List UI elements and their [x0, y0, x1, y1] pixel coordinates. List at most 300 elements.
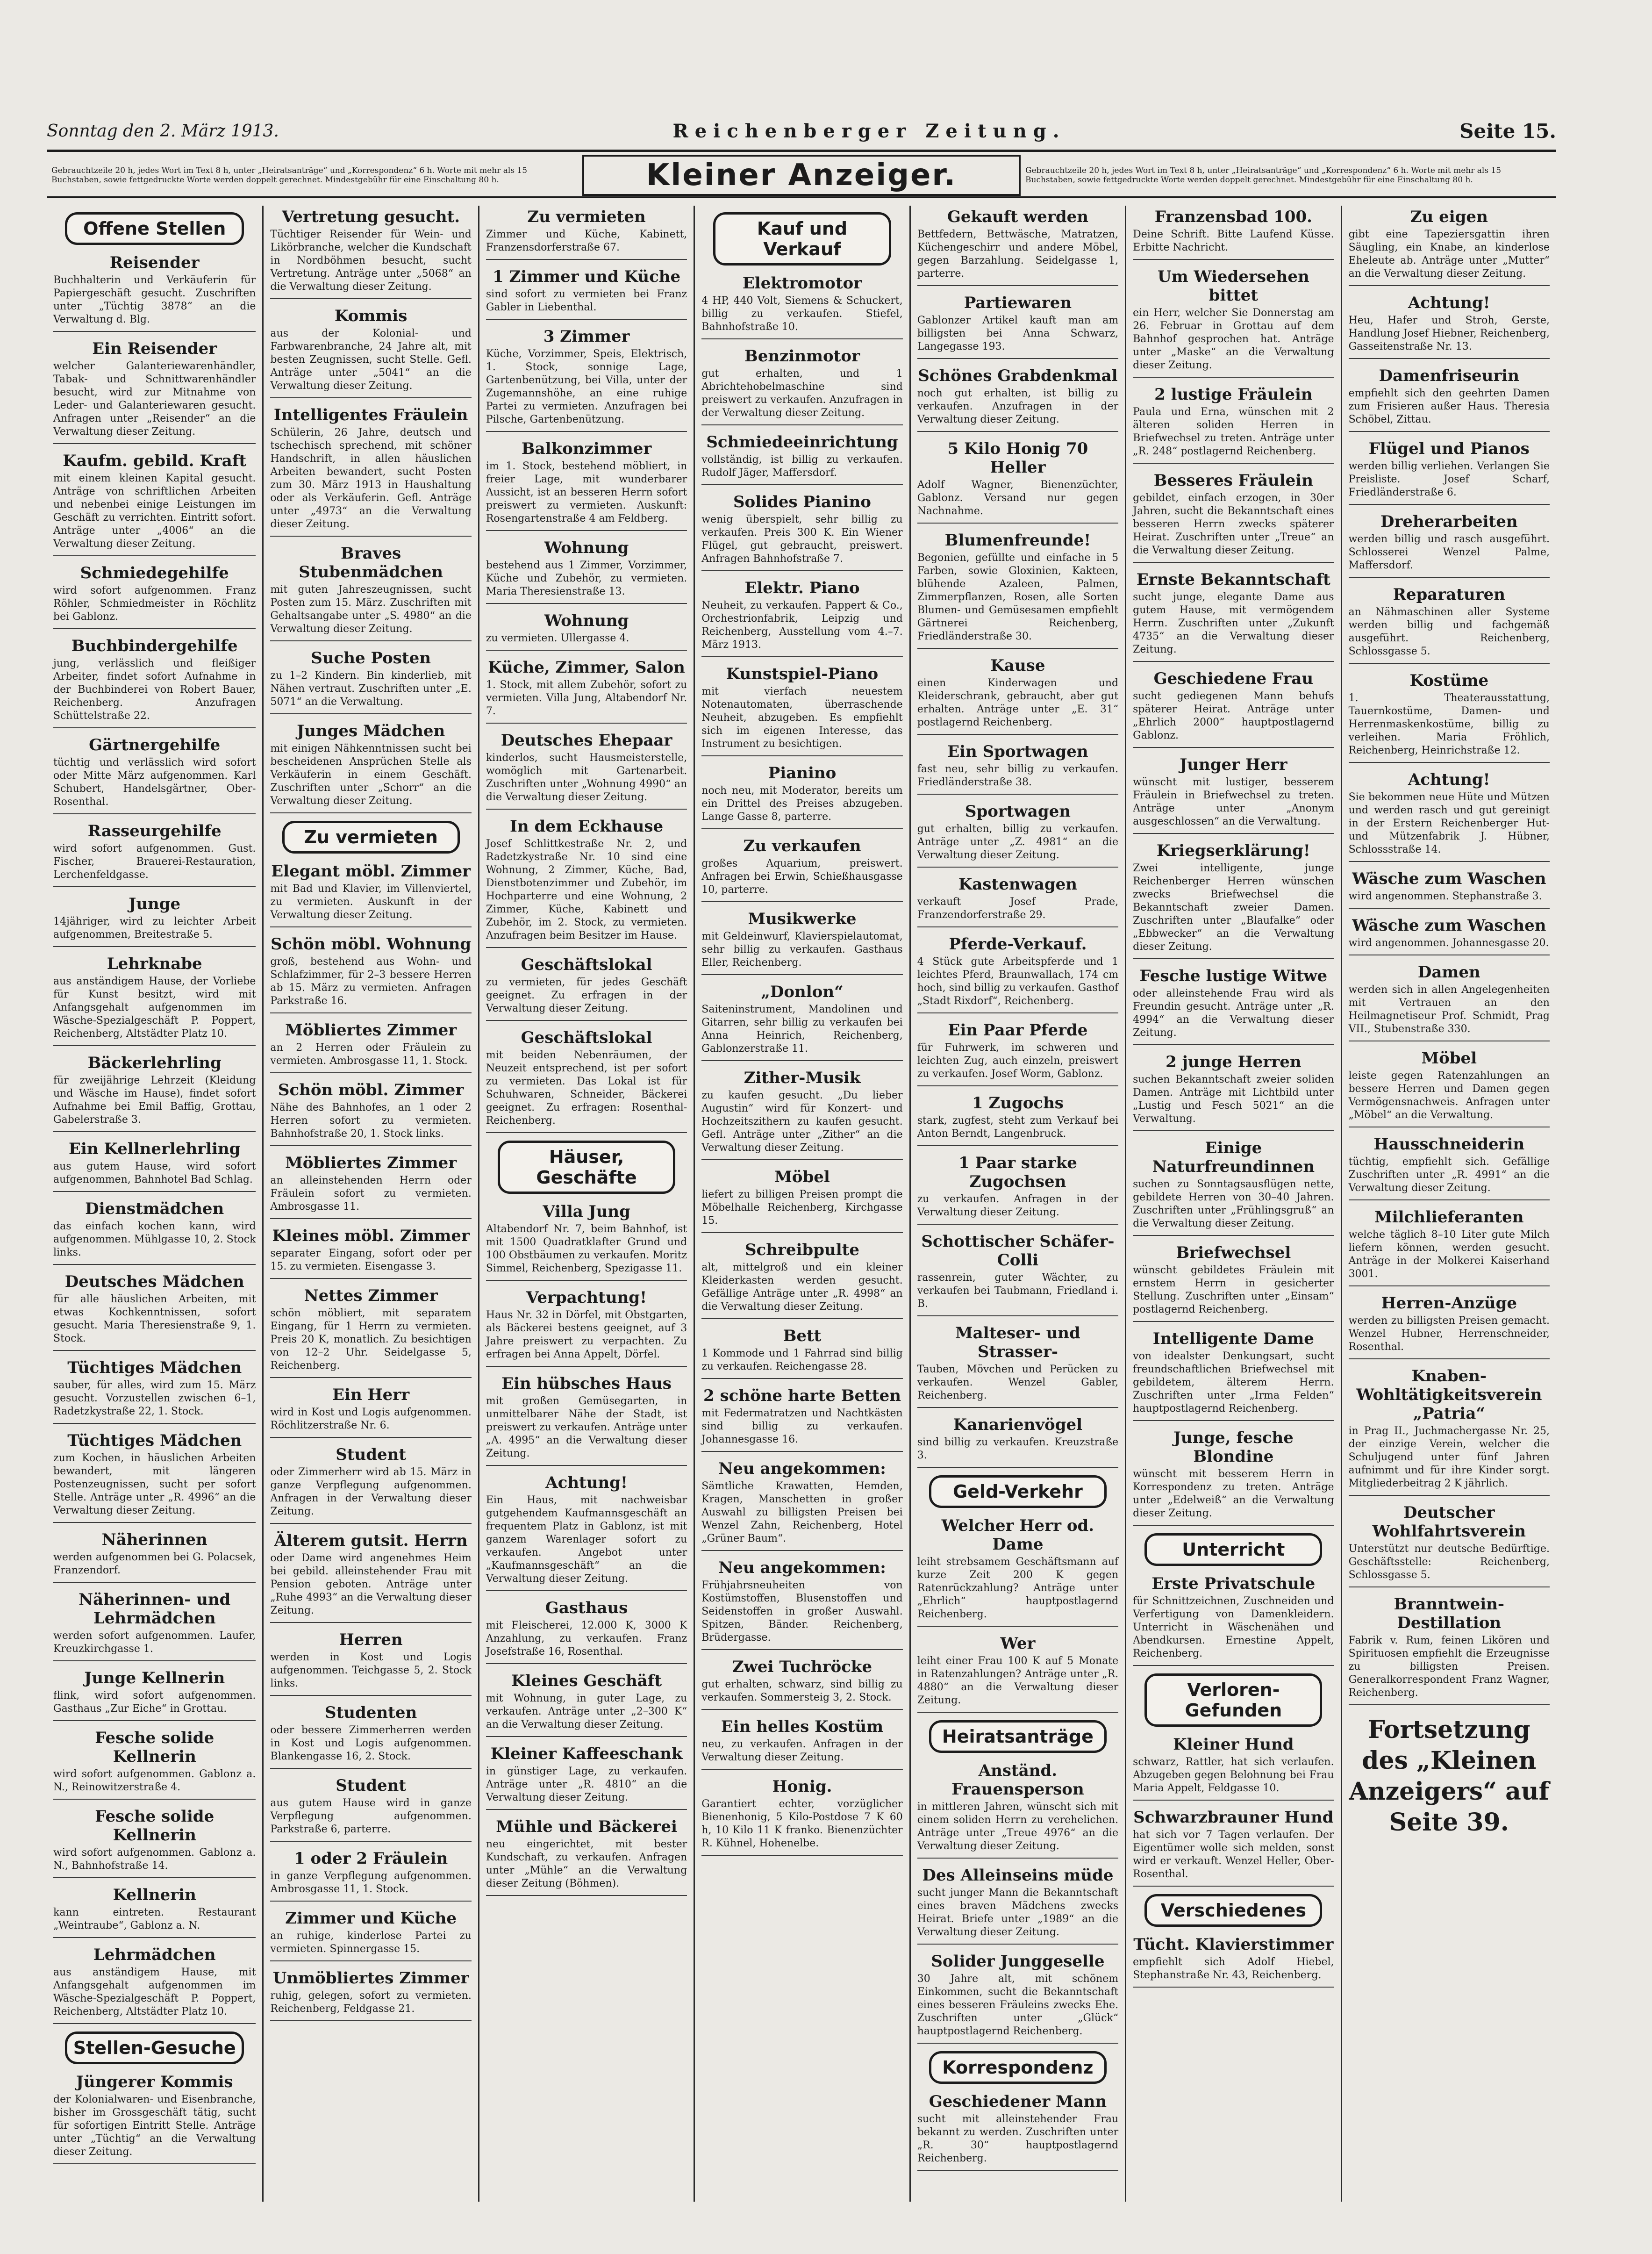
classified-ad [486, 731, 687, 810]
ad-body: mit einigen Nähkenntnissen sucht bei bescheidenen Ansprüchen Stelle als Verkäuferin in einem Geschäft. Zuschriften unter „Schorr“ an die Verwaltung dieser Zeitung. [270, 743, 472, 807]
ad-body: mit Bad und Klavier, im Villenviertel, zu vermieten. Auskunft in der Verwaltung dieser Zeitung. [270, 883, 472, 921]
ad-body: mit großen Gemüsegarten, in unmittelbarer Nähe der Stadt, ist preiswert zu verkaufen. Anträge unter „A. 4995“ an die Verwaltung dieser Zeitung. [486, 1395, 687, 1459]
ad-body: in ganze Verpflegung aufgenommen. Ambrosgasse 11, 1. Stock. [270, 1870, 472, 1895]
ad-title: Schön möbl. Wohnung [271, 935, 472, 954]
ad-title: Bäckerlehrling [87, 1054, 222, 1072]
ad-body: sucht junger Mann die Bekanntschaft eines braven Mädchens zwecks Heirat. Briefe unter „1989“ an die Verwaltung dieser Zeitung. [917, 1887, 1119, 1938]
ad-body: sucht junge, elegante Dame aus gutem Hause, mit vermögendem Herrn. Zuschriften unter „Zukunft 4735“ an die Verwaltung dieser Zeitung. [1133, 591, 1334, 655]
classified-ad [1349, 869, 1550, 909]
ad-body: Gablonzer Artikel kauft man am billigsten bei Anna Schwarz, Langegasse 193. [917, 315, 1119, 352]
classified-ad [701, 1386, 902, 1452]
ad-title: Ernste Bekanntschaft [1136, 570, 1330, 589]
classified-ad [917, 1952, 1118, 2044]
ad-body: an alleinstehenden Herrn oder Fräulein sofort zu vermieten. Ambrosgasse 11. [270, 1175, 472, 1213]
classified-ad [270, 1849, 471, 1902]
classified-ad [701, 579, 902, 657]
ad-body: Buchhalterin und Verkäuferin für Papiergeschäft gesucht. Zuschriften unter „Tüchtig 3878“ an die Verwaltung d. Blg. [53, 274, 256, 325]
ad-title: Junge, fesche Blondine [1173, 1428, 1294, 1466]
ad-body: groß, bestehend aus Wohn- und Schlafzimmer, für 2–3 bessere Herren ab 15. März zu vermieten. Anfragen Parkstraße 16. [270, 956, 472, 1007]
ad-title: Älterem gutsit. Herrn [274, 1531, 468, 1550]
ad-title: 3 Zimmer [543, 327, 630, 346]
ad-body: in günstiger Lage, zu verkaufen. Anträge unter „R. 4810“ an die Verwaltung dieser Zeitung. [486, 1766, 687, 1803]
ad-title: Um Wiedersehen bittet [1157, 267, 1309, 305]
classified-ad [53, 637, 256, 728]
classified-ad [917, 294, 1118, 359]
ad-body: kann eintreten. Restaurant „Weintraube“, Gablonz a. N. [53, 1907, 256, 1931]
ad-body: wird in Kost und Logis aufgenommen. Röchlitzerstraße Nr. 6. [270, 1407, 472, 1431]
classified-ad [486, 327, 687, 432]
ad-title: Kleines Geschäft [511, 1672, 662, 1690]
ad-body: stark, zugfest, steht zum Verkauf bei Anton Berndt, Langenbruck. [917, 1115, 1119, 1140]
ad-body: für Fuhrwerk, im schweren und leichten Zug, auch einzeln, preiswert zu verkaufen. Josef Worm, Gablonz. [917, 1042, 1119, 1080]
classified-ad [917, 366, 1118, 432]
ad-body: an ruhige, kinderlose Partei zu vermieten. Spinnergasse 15. [270, 1930, 472, 1955]
classified-ad [701, 1658, 902, 1710]
ad-title: Wäsche zum Waschen [1352, 916, 1546, 935]
classified-ad [270, 1630, 471, 1696]
classified-ad [1133, 1053, 1334, 1131]
classified-ad [1133, 208, 1334, 260]
classified-ad [270, 649, 471, 714]
classified-ad [917, 875, 1118, 927]
ad-title: Hausschneiderin [1373, 1135, 1525, 1154]
classified-ad [270, 1703, 471, 1769]
classified-ad [1133, 841, 1334, 959]
ad-title: Mühle und Bäckerei [496, 1817, 677, 1836]
ad-body: wird angenommen. Stephanstraße 3. [1348, 890, 1542, 902]
ad-body: wird sofort aufgenommen. Gust. Fischer, Brauerei-Restauration, Lerchenfeldgasse. [53, 843, 256, 881]
ad-body: fast neu, sehr billig zu verkaufen. Friedländerstraße 38. [917, 763, 1119, 788]
ad-title: Kaufm. gebild. Kraft [63, 452, 247, 470]
continuation-note: Fortsetzung des „Kleinen Anzeigers“ auf Seite 39. [1349, 1716, 1550, 1837]
ad-title: Küche, Zimmer, Salon [488, 658, 685, 677]
ad-title: Sportwagen [965, 802, 1071, 821]
ad-body: hat sich vor 7 Tagen verlaufen. Der Eigentümer wolle sich melden, sonst wird er verkauft. Wenzel Heller, Ober-Rosenthal. [1133, 1829, 1334, 1880]
ad-title: Pferde-Verkauf. [949, 935, 1087, 954]
ad-body: neu eingerichtet, mit bester Kundschaft, zu verkaufen. Anfragen unter „Mühle“ an die Verwaltung dieser Zeitung (Böhmen). [486, 1838, 687, 1889]
classified-ad [53, 1054, 256, 1132]
ad-body: gut erhalten, schwarz, sind billig zu verkaufen. Sommersteig 3, 2. Stock. [701, 1679, 903, 1703]
classified-ad [270, 1286, 471, 1378]
ad-body: von idealster Denkungsart, sucht freundschaftlichen Briefwechsel mit gebildetem, älterem Herrn. Zuschriften unter „Irma Felden“ hauptpostlagernd Reichenberg. [1133, 1350, 1334, 1414]
ad-body: gut erhalten, billig zu verkaufen. Anträge unter „Z. 4981“ an die Verwaltung dieser Zeitung. [917, 823, 1119, 861]
classified-ad [917, 656, 1118, 735]
ad-title: Kanarienvögel [953, 1415, 1083, 1434]
classified-ad [486, 1202, 687, 1281]
ad-body: Tüchtiger Reisender für Wein- und Likörbranche, welcher die Kundschaft in Nordböhmen besucht, sucht Vertretung. Anträge unter „5068“ an die Verwaltung dieser Zeitung. [270, 229, 472, 293]
ad-title: Geschiedener Mann [929, 2092, 1107, 2111]
ad-title: Wohnung [544, 538, 629, 557]
classified-ad [270, 1909, 471, 1961]
classified-ad [701, 1327, 902, 1379]
classified-ad [53, 1729, 256, 1800]
ad-title: Damen [1417, 963, 1480, 982]
ad-body: 1 Kommode und 1 Fahrrad sind billig zu verkaufen. Reichengasse 28. [701, 1348, 903, 1372]
ad-title: Schreibpulte [745, 1241, 859, 1259]
ad-body: wünscht gebildetes Fräulein mit ernstem Herrn in gesicherter Stellung. Zuschriften unter „Einsam“ postlagernd Reichenberg. [1133, 1264, 1334, 1315]
ad-title: Malteser- und Strasser- [955, 1324, 1080, 1361]
classified-ad [1133, 967, 1334, 1045]
ad-body: an Nähmaschinen aller Systeme werden billig und fachgemäß ausgeführt. Reichenberg, Schlossgasse 5. [1348, 606, 1550, 657]
ad-title: Kastenwagen [958, 875, 1078, 894]
ad-title: Wohnung [544, 611, 629, 630]
ad-title: Achtung! [1408, 770, 1490, 789]
ad-title: Nettes Zimmer [304, 1286, 438, 1305]
ad-body: verkauft Josef Prade, Franzendorferstraße 29. [917, 896, 1119, 921]
ad-body: Josef Schlittkestraße Nr. 2, und Radetzkystraße Nr. 10 sind eine Wohnung, 2 Zimmer, Küche, Bad, Dienstbotenzimmer und Zubehör, im Hochparterre und eine Wohnung, 2 Zimmer, Küche, Kabinett und Zubehör, im 2. Stock, zu vermieten. Anzufragen beim Besitzer im Hause. [486, 838, 687, 941]
classified-ad [1133, 1735, 1334, 1801]
ad-title: 2 schöne harte Betten [703, 1386, 901, 1405]
classified-ad [53, 1199, 256, 1265]
ad-title: Lehrknabe [107, 955, 202, 973]
classified-ad [486, 955, 687, 1021]
classified-ad [270, 1081, 471, 1146]
classified-ad [486, 1817, 687, 1896]
classified-ad [486, 817, 687, 948]
ad-body: Neuheit, zu verkaufen. Pappert & Co., Orchestrionfabrik, Leipzig und Reichenberg, Ausstellung vom 4.–7. März 1913. [701, 600, 903, 651]
classified-ad [917, 1415, 1118, 1468]
ad-title: Fesche solide Kellnerin [95, 1807, 215, 1845]
classified-ad [1133, 1329, 1334, 1421]
classified-ad [270, 544, 471, 641]
classified-ad [1349, 1208, 1550, 1286]
classified-ad [53, 1669, 256, 1721]
ad-title: Gärtnergehilfe [89, 736, 221, 754]
ad-body: gibt eine Tapeziersgattin ihren Säugling, ein Knabe, an kinderlose Eheleute ab. Anträge unter „Mutter“ an die Verwaltung dieser Zeitung. [1348, 229, 1550, 280]
ad-body: separater Eingang, sofort oder per 15. zu vermieten. Eisengasse 3. [270, 1248, 472, 1272]
section-heading: Verschiedenes [1144, 1894, 1322, 1927]
ad-body: sucht mit alleinstehender Frau bekannt zu werden. Zuschriften unter „R. 30“ hauptpostlagernd Reichenberg. [917, 2113, 1119, 2164]
ad-body: das einfach kochen kann, wird aufgenommen. Mühlgasse 10, 2. Stock links. [53, 1220, 256, 1258]
classified-ad [1349, 1049, 1550, 1127]
ad-body: aus der Kolonial- und Farbwarenbranche, 24 Jahre alt, mit besten Zeugnissen, sucht Stelle. Gefl. Anträge unter „5041“ an die Verwaltung dieser Zeitung. [270, 328, 472, 392]
section-heading: Offene Stellen [65, 212, 244, 245]
ad-body: oder Dame wird angenehmes Heim bei gebild. alleinstehender Frau mit Pension geboten. Anträge unter „Ruhe 4993“ an die Verwaltung dieser Zeitung. [270, 1552, 472, 1616]
ad-body: sauber, für alles, wird zum 15. März gesucht. Vorzustellen zwischen 6–1, Radetzkystraße 22, 1. Stock. [53, 1379, 256, 1417]
ad-title: Dienstmädchen [85, 1199, 224, 1218]
classified-ad [701, 983, 902, 1061]
ad-title: Solider Junggeselle [931, 1952, 1105, 1971]
ad-body: Deine Schrift. Bitte Laufend Küsse. Erbitte Nachricht. [1133, 229, 1334, 253]
ad-title: Branntwein-Destillation [1394, 1595, 1505, 1632]
ad-body: rassenrein, guter Wächter, zu verkaufen bei Taubmann, Friedland i. B. [917, 1272, 1119, 1310]
classified-ad [1349, 1135, 1550, 1200]
ad-column [1125, 206, 1340, 2202]
classified-ad [917, 1232, 1118, 1316]
ad-body: neu, zu verkaufen. Anfragen in der Verwaltung dieser Zeitung. [701, 1738, 903, 1763]
classified-ad [53, 1140, 256, 1192]
ad-title: Ein Reisender [92, 339, 217, 358]
ad-body: schwarz, Rattler, hat sich verlaufen. Abzugeben gegen Belohnung bei Frau Maria Appelt, Feldgasse 10. [1133, 1756, 1334, 1794]
ad-title: Elektr. Piano [744, 579, 860, 597]
classified-ad [53, 1807, 256, 1878]
ad-body: wird sofort aufgenommen. Franz Röhler, Schmiedmeister in Röchlitz bei Gablonz. [53, 585, 256, 623]
ad-title: Ein Herr [332, 1385, 410, 1404]
section-heading: Stellen-Gesuche [65, 2031, 244, 2064]
ad-title: Intelligentes Fräulein [273, 406, 468, 424]
ad-body: mit Federmatratzen und Nachtkästen sind billig zu verkaufen. Johannesgasse 16. [701, 1407, 903, 1445]
ad-body: Sie bekommen neue Hüte und Mützen und werden rasch und gut gereinigt in der Erstern Reichenberger Hut- und Mützenfabrik J. Hübner, Schlossstraße 14. [1348, 791, 1550, 855]
ad-body: werden sofort aufgenommen. Laufer, Kreuzkirchgasse 1. [53, 1630, 256, 1655]
ad-body: ein Herr, welcher Sie Donnerstag am 26. Februar in Grottau auf dem Bahnhof gesprochen hat. Anträge unter „Maske“ an die Verwaltung dieser Zeitung. [1133, 307, 1334, 371]
classified-ad [1349, 1503, 1550, 1587]
classified-ad [486, 1374, 687, 1466]
ad-title: Suche Posten [311, 649, 431, 668]
ad-title: Buchbindergehilfe [71, 637, 238, 655]
ad-body: 1. Stock, mit allem Zubehör, sofort zu vermieten. Villa Jung, Altabendorf Nr. 7. [486, 679, 687, 717]
ad-body: mit Wohnung, in guter Lage, zu verkaufen. Anträge unter „2–300 K“ an die Verwaltung dieser Zeitung. [486, 1693, 687, 1730]
ad-title: Fesche lustige Witwe [1139, 967, 1328, 985]
ad-title: Elektromotor [742, 274, 862, 293]
ad-body: für Schnittzeichnen, Zuschneiden und Verfertigung von Damenkleidern. Unterricht in Wäschenähen und Abendkursen. Ernestine Appelt, Reichenberg. [1133, 1595, 1334, 1659]
ad-title: Damenfriseurin [1379, 366, 1519, 385]
ad-column [262, 206, 478, 2202]
ad-body: Ein Haus, mit nachweisbar gutgehendem Kaufmannsgeschäft an frequentem Platz in Gablonz, ist mit ganzem Warenlager sofort zu verkaufen. Angebot unter „Kaufmannsgeschäft“ an die Verwaltung dieser Zeitung. [486, 1494, 687, 1585]
classified-ad [1133, 1935, 1334, 1988]
classified-ad [1133, 1243, 1334, 1322]
ad-title: Bett [783, 1327, 822, 1345]
classified-ad [270, 1227, 471, 1279]
ad-body: sind sofort zu vermieten bei Franz Gabler in Liebenthal. [486, 288, 687, 313]
ad-title: Ein Sportwagen [947, 742, 1088, 761]
ad-body: Altabendorf Nr. 7, beim Bahnhof, ist mit 1500 Quadratklafter Grund und 100 Obstbäumen zu verkaufen. Moritz Simmel, Reichenberg, Spezigasse 11. [486, 1223, 687, 1274]
ad-body: 30 Jahre alt, mit schönem Einkommen, sucht die Bekanntschaft eines besseren Fräuleins zwecks Ehe. Zuschriften unter „Glück“ hauptpostlagernd Reichenberg. [917, 1973, 1119, 2037]
classified-ad [1349, 294, 1550, 359]
classified-ad [917, 208, 1118, 286]
classified-ad [917, 1021, 1118, 1086]
ad-body: oder Zimmerherr wird ab 15. März in ganze Verpflegung aufgenommen. Anfragen in der Verwaltung dieser Zeitung. [270, 1466, 472, 1517]
classified-ad [701, 1459, 902, 1551]
ad-body: in mittleren Jahren, wünscht sich mit einem soliden Herrn zu verehelichen. Anträge unter „Treue 4976“ an die Verwaltung dieser Zeitung. [917, 1801, 1119, 1852]
ad-title: Möbel [774, 1168, 830, 1186]
ad-body: suchen Bekanntschaft zweier soliden Damen. Anträge mit Lichtbild unter „Lustig und Fesch 5021“ an die Verwaltung. [1133, 1074, 1334, 1125]
classified-ad [1349, 208, 1550, 286]
ad-body: Heu, Hafer und Stroh, Gerste, Handlung Josef Hiebner, Reichenberg, Gasseitenstraße Nr. 13. [1348, 315, 1550, 352]
ad-title: Student [336, 1445, 407, 1464]
ad-body: mit vierfach neuestem Notenautomaten, überraschende Neuheit, abzugeben. Es empfiehlt sich im eigenen Interesse, das Instrument zu besichtigen. [701, 686, 903, 750]
ad-title: Möbel [1421, 1049, 1477, 1068]
ad-body: mit guten Jahreszeugnissen, sucht Posten zum 15. März. Zuschriften mit Gehaltsangabe unter „S. 4980“ an die Verwaltung dieser Zeitung. [270, 584, 472, 635]
ad-body: zu vermieten. Ullergasse 4. [486, 632, 629, 644]
ad-body: empfiehlt sich den geehrten Damen zum Frisieren außer Haus. Theresia Schöbel, Zittau. [1348, 388, 1550, 425]
ad-title: Wer [1000, 1634, 1036, 1653]
page-number: Seite 15. [1459, 119, 1556, 143]
ad-title: Franzensbad 100. [1154, 208, 1312, 226]
classified-ad [53, 1358, 256, 1424]
classified-ad [270, 935, 471, 1013]
ad-body: Nähe des Bahnhofes, an 1 oder 2 Herren sofort zu vermieten. Bahnhofstraße 20, 1. Stock links. [270, 1102, 472, 1140]
ad-body: mit einem kleinen Kapital gesucht. Anträge von schriftlichen Arbeiten und nebenbei einige Leistungen im Geschäft zu verrichten. Eintritt sofort. Anträge unter „4006“ an die Verwaltung dieser Zeitung. [53, 473, 256, 550]
classified-ad [917, 1516, 1118, 1627]
ad-title: Musikwerke [748, 910, 857, 928]
classified-ad [53, 2073, 256, 2164]
ad-title: Neu angekommen: [718, 1558, 886, 1577]
classified-ad [270, 1531, 471, 1623]
section-heading: Verloren-Gefunden [1144, 1673, 1322, 1727]
classified-ad [917, 935, 1118, 1013]
classified-ad [1349, 366, 1550, 432]
ad-title: 1 oder 2 Fräulein [294, 1849, 448, 1868]
ad-body: aus gutem Hause wird in ganze Verpflegung aufgenommen. Parkstraße 6, parterre. [270, 1797, 472, 1835]
ad-body: 14jähriger, wird zu leichter Arbeit aufgenommen, Breitestraße 5. [53, 916, 256, 940]
ad-title: Studenten [325, 1703, 417, 1722]
classified-ad [1349, 770, 1550, 862]
ad-title: Zwei Tuchröcke [732, 1658, 872, 1676]
classified-ad [701, 1069, 902, 1160]
ad-body: einen Kinderwagen und Kleiderschrank, gebraucht, aber gut erhalten. Anträge unter „E. 31“ postlagernd Reichenberg. [917, 677, 1119, 728]
ad-title: Pianino [768, 764, 837, 782]
ad-body: wenig überspielt, sehr billig zu verkaufen. Preis 300 K. Ein Wiener Flügel, gut gebraucht, preiswert. Anfragen Bahnhofstraße 7. [701, 514, 903, 565]
classified-ad [270, 1021, 471, 1073]
classified-ad [53, 955, 256, 1046]
ad-title: Fesche solide Kellnerin [95, 1729, 215, 1766]
classified-ad [1133, 385, 1334, 464]
ad-title: 2 junge Herren [1166, 1053, 1302, 1071]
classified-ad [1349, 1294, 1550, 1359]
ad-title: Kommis [334, 307, 408, 325]
ad-title: Ein helles Kostüm [721, 1717, 884, 1736]
ad-body: gebildet, einfach erzogen, in 30er Jahren, sucht die Bekanntschaft eines besseren Herrn zwecks späterer Heirat. Zuschriften unter „Treue“ an die Verwaltung dieser Zeitung. [1133, 492, 1334, 556]
classified-ad [701, 910, 902, 975]
ad-body: tüchtig und verlässlich wird sofort oder Mitte März aufgenommen. Karl Schubert, Handelsgärtner, Ober-Rosenthal. [53, 757, 256, 808]
classified-ad [1133, 1428, 1334, 1526]
ad-column [47, 206, 262, 2202]
classified-ad [701, 764, 902, 829]
classified-ad [701, 347, 902, 425]
ad-title: Anständ. Frauensperson [951, 1761, 1084, 1799]
section-heading: Häuser, Geschäfte [498, 1141, 675, 1194]
classified-ad [701, 433, 902, 485]
ad-body: aus anständigem Hause, mit Anfangsgehalt aufgenommen im Wäsche-Spezialgeschäft P. Poppert, Reichenberg, Altstädter Platz 10. [53, 1967, 256, 2017]
ad-title: Vertretung gesucht. [282, 208, 460, 226]
classified-ad [701, 1558, 902, 1650]
ad-title: Näherinnen [101, 1530, 207, 1549]
ad-body: wird angenommen. Johannesgasse 20. [1348, 937, 1549, 949]
classified-ad [270, 1154, 471, 1219]
ad-title: Zither-Musik [744, 1069, 861, 1087]
ad-column [1341, 206, 1556, 2202]
classified-ad [1133, 471, 1334, 563]
classified-ad [53, 1945, 256, 2024]
ad-title: Kellnerin [113, 1886, 196, 1904]
section-heading: Zu vermieten [282, 821, 460, 854]
ad-body: leiht einer Frau 100 K auf 5 Monate in Ratenzahlungen? Anträge unter „R. 4880“ an die Verwaltung dieser Zeitung. [917, 1655, 1119, 1706]
ad-title: Solides Pianino [733, 493, 871, 511]
classified-ad [270, 208, 471, 299]
ad-body: mit Fleischerei, 12.000 K, 3000 K Anzahlung, zu verkaufen. Franz Josefstraße 16, Rosenthal. [486, 1620, 687, 1658]
ad-body: liefert zu billigen Preisen prompt die Möbelhalle Reichenberg, Kirchgasse 15. [701, 1189, 903, 1227]
ad-body: werden sich in allen Angelegenheiten mit Vertrauen an den Heilmagnetiseur Prof. Schmidt, Prag VII., Stubenstraße 330. [1348, 984, 1550, 1035]
ad-title: Geschäftslokal [521, 1028, 652, 1047]
ad-body: wünscht mit besserem Herrn in Korrespondenz zu treten. Anträge unter „Edelweiß“ an die Verwaltung dieser Zeitung. [1133, 1468, 1334, 1519]
classified-ad [701, 1241, 902, 1319]
ad-title: Kunstspiel-Piano [726, 665, 879, 683]
ad-title: Benzinmotor [744, 347, 860, 366]
classified-ad [270, 307, 471, 398]
classified-ad [270, 1445, 471, 1524]
ad-title: Tücht. Klavierstimmer [1133, 1935, 1334, 1954]
classified-ad [917, 1154, 1118, 1225]
ad-title: Rasseurgehilfe [87, 822, 222, 840]
ad-body: Haus Nr. 32 in Dörfel, mit Obstgarten, als Bäckerei bestens geeignet, auf 3 Jahre preiswert zu verpachten. Zu erfragen bei Anna Appelt, Dörfel. [486, 1309, 687, 1360]
classified-ad [53, 1272, 256, 1351]
ad-body: empfiehlt sich Adolf Hiebel, Stephanstraße Nr. 43, Reichenberg. [1133, 1956, 1334, 1981]
ad-body: Sämtliche Krawatten, Hemden, Kragen, Manschetten in großer Auswahl zu billigsten Preisen bei Wenzel Zahn, Reichenberg, Hotel „Grüner Baum“. [701, 1480, 903, 1544]
ad-title: Schwarzbrauner Hund [1133, 1808, 1334, 1827]
ad-body: jung, verlässlich und fleißiger Arbeiter, findet sofort Aufnahme in der Buchbinderei von Robert Bauer, Reichenberg. Anzufragen Schüttelstraße 22. [53, 658, 256, 722]
classified-ad [917, 531, 1118, 649]
classified-ad [701, 665, 902, 756]
ad-body: Fabrik v. Rum, feinen Likören und Spirituosen empfiehlt die Erzeugnisse zu billigsten Preisen. Generalkorrespondent Franz Wagner, Reichenberg. [1348, 1635, 1550, 1699]
section-heading: Geld-Verkehr [929, 1475, 1107, 1508]
classified-ad [701, 1717, 902, 1770]
classified-ad [1349, 512, 1550, 578]
classified-ad [486, 1473, 687, 1591]
ad-title: Kriegserklärung! [1156, 841, 1310, 860]
ad-title: Reparaturen [1393, 585, 1505, 604]
classified-ad [917, 1094, 1118, 1146]
ad-title: Verpachtung! [526, 1288, 647, 1307]
ad-body: flink, wird sofort aufgenommen. Gasthaus „Zur Eiche“ in Grottau. [53, 1690, 256, 1715]
masthead: Kleiner Anzeiger. [582, 155, 1021, 196]
classified-ad [486, 538, 687, 604]
ad-body: werden in Kost und Logis aufgenommen. Teichgasse 5, 2. Stock links. [270, 1651, 472, 1689]
ad-body: zu verkaufen. Anfragen in der Verwaltung dieser Zeitung. [917, 1193, 1119, 1218]
ad-title: Deutscher Wohlfahrtsverein [1372, 1503, 1526, 1541]
ad-title: Blumenfreunde! [944, 531, 1091, 550]
ad-body: suchen zu Sonntagsausflügen nette, gebildete Herren von 30–40 Jahren. Zuschriften unter „Frühlingsgruß“ an die Verwaltung dieser Zeitung. [1133, 1178, 1334, 1229]
ad-body: aus gutem Hause, wird sofort aufgenommen, Bahnhotel Bad Schlag. [53, 1161, 256, 1185]
ad-title: Junge [129, 895, 181, 913]
newspaper-title: Reichenberger Zeitung. [672, 120, 1066, 142]
classified-ad [1349, 439, 1550, 505]
ad-title: Herren-Anzüge [1381, 1294, 1517, 1313]
ad-body: wird sofort aufgenommen. Gablonz a. N., Reinowitzerstraße 4. [53, 1768, 256, 1793]
ad-body: schön möbliert, mit separatem Eingang, für 1 Herrn zu vermieten. Preis 20 K, monatlich. Zu besichtigen von 12–2 Uhr. Seidelgasse 5, Reichenberg. [270, 1307, 472, 1371]
classified-ad [270, 1969, 471, 2021]
ad-column [694, 206, 909, 2202]
ad-title: Zu vermieten [527, 208, 646, 226]
ad-body: Unterstützt nur deutsche Bedürftige. Geschäftsstelle: Reichenberg, Schlossgasse 5. [1348, 1543, 1550, 1581]
ad-title: Tüchtiges Mädchen [67, 1358, 242, 1377]
ad-columns [47, 206, 1556, 2202]
ad-title: Dreherarbeiten [1380, 512, 1518, 531]
ad-title: Tüchtiges Mädchen [67, 1431, 242, 1450]
ad-title: Zimmer und Küche [285, 1909, 457, 1928]
classified-ad [53, 253, 256, 332]
classified-ad [1133, 1574, 1334, 1666]
header-date: Sonntag den 2. März 1913. [47, 121, 279, 141]
classified-ad [917, 439, 1118, 524]
section-heading: Unterricht [1144, 1533, 1322, 1566]
ad-title: Kleiner Kaffeeschank [490, 1744, 683, 1763]
classified-ad [486, 1288, 687, 1367]
classified-ad [53, 339, 256, 444]
classified-ad [53, 564, 256, 629]
ad-title: Schön möbl. Zimmer [278, 1081, 464, 1099]
ad-body: kinderlos, sucht Hausmeisterstelle, womöglich mit Gartenarbeit. Zuschriften unter „Wohnung 4990“ an die Verwaltung dieser Zeitung. [486, 752, 687, 803]
classified-ad [486, 208, 687, 260]
classified-ad [1133, 1139, 1334, 1236]
ad-title: Besseres Fräulein [1153, 471, 1313, 490]
ad-body: zu vermieten, für jedes Geschäft geeignet. Zu erfragen in der Verwaltung dieser Zeitung. [486, 976, 687, 1014]
ad-title: Zu eigen [1410, 208, 1488, 226]
ad-body: noch neu, mit Moderator, bereits um ein Drittel des Preises abzugeben. Lange Gasse 8, parterre. [701, 785, 903, 823]
ad-title: Flügel und Pianos [1368, 439, 1530, 458]
ad-title: Honig. [772, 1777, 832, 1796]
ad-title: Herren [339, 1630, 403, 1649]
ad-body: werden billig verliehen. Verlangen Sie Preisliste. Josef Scharf, Friedländerstraße 6. [1348, 460, 1550, 498]
